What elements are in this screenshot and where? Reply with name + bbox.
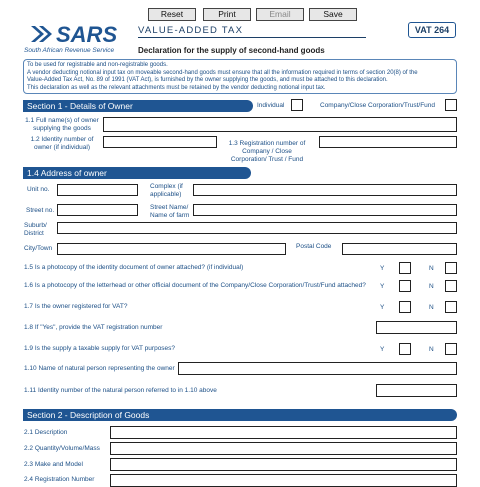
unit-no-input[interactable] xyxy=(57,184,138,196)
postal-code-input[interactable] xyxy=(342,243,457,255)
q1-5-no-checkbox[interactable] xyxy=(445,262,457,274)
q1-6-yes-checkbox[interactable] xyxy=(399,280,411,292)
registration-label-line-2: Company / Close xyxy=(242,148,292,155)
no-label: N xyxy=(429,304,434,311)
sars-emblem-icon xyxy=(30,22,130,46)
quantity-input[interactable] xyxy=(110,442,457,455)
full-names-label-line-1: 1.1 Full name(s) of owner xyxy=(25,117,99,124)
description-label: 2.1 Description xyxy=(24,429,68,436)
title-rule xyxy=(138,37,366,38)
logo-subtitle: South African Revenue Service xyxy=(24,47,115,54)
full-names-input[interactable] xyxy=(103,117,457,132)
registration-number-input[interactable] xyxy=(319,136,457,148)
reset-button[interactable]: Reset xyxy=(148,8,196,21)
city-input[interactable] xyxy=(57,243,286,255)
id-number-label-line-1: 1.2 Identity number of xyxy=(30,136,94,143)
no-label: N xyxy=(429,346,434,353)
q1-9-no-checkbox[interactable] xyxy=(445,343,457,355)
question-1-5: 1.5 Is a photocopy of the identity document of owner attached? (if individual) xyxy=(24,264,244,271)
no-label: N xyxy=(429,265,434,272)
suburb-input[interactable] xyxy=(57,222,457,234)
complex-label-line-1: Complex (if xyxy=(150,183,183,190)
registration-label-line-1: 1.3 Registration number of xyxy=(228,140,306,147)
save-button[interactable]: Save xyxy=(309,8,357,21)
q1-6-no-checkbox[interactable] xyxy=(445,280,457,292)
company-checkbox[interactable] xyxy=(445,99,457,111)
complex-label-line-2: applicable) xyxy=(150,191,182,198)
unit-no-label: Unit no. xyxy=(27,186,50,193)
suburb-label-line-2: District xyxy=(24,230,44,237)
street-name-label xyxy=(150,204,189,220)
registration-number-goods-label: 2.4 Registration Number xyxy=(24,476,95,483)
print-button[interactable]: Print xyxy=(203,8,251,21)
sars-logo xyxy=(30,22,130,46)
question-1-8: 1.8 If "Yes", provide the VAT registration number xyxy=(24,324,163,331)
id-number-label-line-2: owner (if individual) xyxy=(34,144,90,151)
street-no-input[interactable] xyxy=(57,204,138,216)
yes-label: Y xyxy=(380,265,385,272)
description-input[interactable] xyxy=(110,426,457,439)
registration-number-goods-input[interactable] xyxy=(110,474,457,487)
q1-9-yes-checkbox[interactable] xyxy=(399,343,411,355)
question-1-9: 1.9 Is the supply a taxable supply for VAT purposes? xyxy=(24,345,176,352)
suburb-label xyxy=(24,222,47,238)
notice-line-3: Value-Added Tax Act, No. 89 of 1991 (VAT Act), is furnished by the owner supplying the goods, and must be attached to this declaration. xyxy=(27,77,388,83)
email-button[interactable]: Email xyxy=(256,8,304,21)
make-model-label: 2.3 Make and Model xyxy=(24,461,83,468)
yes-label: Y xyxy=(380,304,385,311)
id-number-label xyxy=(24,136,100,152)
notice-line-4: This declaration as well as the relevant attachments must be retained by the vendor deducting notional input tax. xyxy=(27,84,326,91)
complex-input[interactable] xyxy=(193,184,457,196)
registration-label-line-3: Corporation/ Trust / Fund xyxy=(230,156,304,163)
q1-7-no-checkbox[interactable] xyxy=(445,301,457,313)
complex-label xyxy=(150,183,183,199)
representative-name-input[interactable] xyxy=(178,362,457,375)
section-2-header: Section 2 - Description of Goods xyxy=(23,409,457,421)
city-label: City/Town xyxy=(24,245,53,252)
question-1-10: 1.10 Name of natural person representing the owner xyxy=(24,365,175,372)
suburb-label-line-1: Suburb/ xyxy=(24,222,47,229)
registration-number-label xyxy=(225,140,309,164)
make-model-input[interactable] xyxy=(110,458,457,471)
yes-label: Y xyxy=(380,283,385,290)
individual-checkbox[interactable] xyxy=(291,99,303,111)
yes-label: Y xyxy=(380,346,385,353)
question-1-6: 1.6 Is a photocopy of the letterhead or other official document of the Company/Close Corporation/Trust/Fund attached? xyxy=(24,282,366,289)
logo-text: SARS xyxy=(56,22,118,46)
q1-7-yes-checkbox[interactable] xyxy=(399,301,411,313)
full-names-label-line-2: supplying the goods xyxy=(33,125,91,132)
question-1-11: 1.11 Identity number of the natural person referred to in 1.10 above xyxy=(24,387,217,394)
form-title: VALUE-ADDED TAX xyxy=(138,25,244,36)
notice-box xyxy=(23,59,457,94)
id-number-input[interactable] xyxy=(103,136,217,148)
street-name-label-line-2: Name of farm xyxy=(150,212,190,219)
full-names-label xyxy=(24,117,100,133)
street-no-label: Street no. xyxy=(26,207,55,214)
question-1-7: 1.7 Is the owner registered for VAT? xyxy=(24,303,128,310)
address-header: 1.4 Address of owner xyxy=(23,167,251,179)
individual-label: Individual xyxy=(257,102,285,109)
street-name-label-line-1: Street Name/ xyxy=(150,204,189,211)
company-label: Company/Close Corporation/Trust/Fund xyxy=(320,102,436,109)
q1-5-yes-checkbox[interactable] xyxy=(399,262,411,274)
notice-line-2: A vendor deducting notional input tax on moveable second-hand goods must ensure that all the information required in terms of section 20(8) of the xyxy=(27,69,418,76)
quantity-label: 2.2 Quantity/Volume/Mass xyxy=(24,445,100,452)
street-name-input[interactable] xyxy=(193,204,457,216)
form-subtitle: Declaration for the supply of second-hand goods xyxy=(138,46,325,55)
postal-code-label: Postal Code xyxy=(296,243,332,250)
notice-line-1: To be used for registrable and non-registrable goods. xyxy=(27,62,168,68)
no-label: N xyxy=(429,283,434,290)
form-code-badge: VAT 264 xyxy=(408,22,456,38)
section-1-header: Section 1 - Details of Owner xyxy=(23,100,253,112)
representative-id-input[interactable] xyxy=(376,384,457,397)
vat-registration-input[interactable] xyxy=(376,321,457,334)
